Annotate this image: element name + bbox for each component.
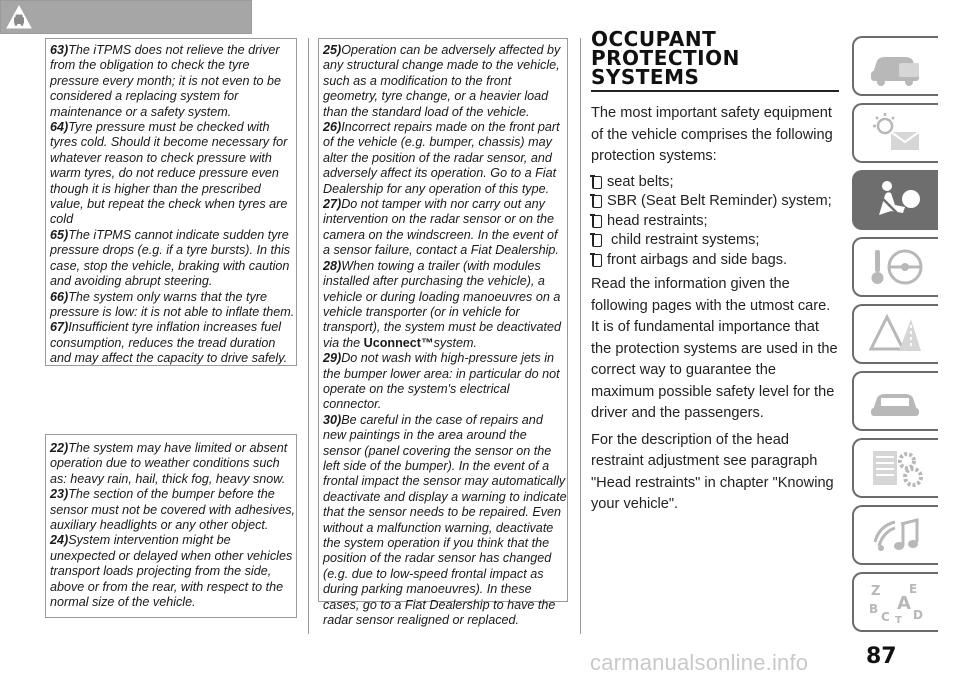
chapter-tab-knowing-vehicle[interactable] xyxy=(852,36,938,96)
note-text: Be careful in the case of repairs and new paintings in the area around the sensor (panel covering the sensor on the left side of the bumper). In the event of a frontal impact the sensor may automatically deactivate and display a warning to indicate that the sensor needs to be repaired. Even without a malfunction warning, deactivate the system operation if you think that the position of the radar sensor has changed (e.g. due to low-speed frontal impact as during parking manoeuvres). In these cases, go to a Fiat Dealership to have the radar sensor realigned or replaced. xyxy=(323,412,567,628)
heading-line-1: OCCUPANT xyxy=(591,27,717,51)
note-text: Do not wash with high-pressure jets in the bumper lower area: in particular do not operate on the system's electrical connector. xyxy=(323,351,560,412)
bullet-icon xyxy=(592,215,602,228)
chapter-tab-warning-lights[interactable] xyxy=(852,103,938,163)
section-heading xyxy=(591,27,839,89)
notes-box-top-left xyxy=(45,38,297,366)
note-item xyxy=(50,228,296,290)
chapter-tab-emergency[interactable] xyxy=(852,304,938,364)
road-warning-icon xyxy=(865,311,927,357)
car-dashboard-icon xyxy=(865,43,927,89)
note-number: 28) xyxy=(323,258,342,273)
important-header xyxy=(0,0,523,34)
airbag-seatbelt-icon xyxy=(865,177,927,223)
note-text: system. xyxy=(433,335,477,350)
column-divider-1 xyxy=(308,38,309,634)
note-text: Tyre pressure must be checked with tyres cold. Should it become necessary for whatever reason to check pressure with warm tyres, do not reduce pressure even though it is higher than the prescribed value, but repeat the check when tyres are cold xyxy=(50,120,288,227)
bullet-icon xyxy=(592,176,602,189)
note-item xyxy=(50,120,296,228)
note-text: Do not tamper with nor carry out any intervention on the radar sensor or on the camera on the windscreen. In the event of a sensor failure, contact a Fiat Dealership. xyxy=(323,197,559,258)
watermark: carmanualsonline.info xyxy=(590,650,809,675)
note-item xyxy=(50,441,296,487)
index-letter: A xyxy=(897,593,911,614)
key-steering-wheel-icon xyxy=(865,244,927,290)
note-number: 67) xyxy=(50,320,69,335)
note-text: Incorrect repairs made on the front part of the vehicle (e.g. bumper, chassis) may alter the position of the radar sensor, and adversely affect its operation. Go to a Fiat Dealership for any operation of this type. xyxy=(323,120,560,196)
intro-paragraph: The most important safety equipment of the vehicle comprises the following protection systems: xyxy=(591,105,833,164)
note-item xyxy=(50,290,296,321)
index-letter: T xyxy=(895,615,902,625)
index-letter: D xyxy=(913,608,923,622)
page-number: 87 xyxy=(866,644,897,669)
note-text: When towing a trailer (with modules installed after purchasing the vehicle), a vehicle or during loading manoeuvres on a vehicle transporter (or in vehicle for transport), the system must be deactivated via the xyxy=(323,258,561,350)
bullet-icon xyxy=(592,234,602,247)
paragraph-read-info: Read the information given the following pages with the utmost care. It is of fundamental importance that the protection systems are used in the correct way to guarantee the maximum possible safety level for the driver and the passengers. xyxy=(591,276,838,421)
heading-rule xyxy=(591,90,839,92)
bullet-icon xyxy=(592,195,602,208)
list-item: SBR (Seat Belt Reminder) system; xyxy=(591,192,839,212)
note-number: 30) xyxy=(323,412,342,427)
paragraph-head-restraint: For the description of the head restraint adjustment see paragraph "Head restraints" in chapter "Knowing your vehicle". xyxy=(591,431,834,512)
note-item xyxy=(50,320,296,366)
note-number: 27) xyxy=(323,197,342,212)
heading-line-2: PROTECTION xyxy=(591,46,740,70)
notes-box-bottom-left xyxy=(45,434,297,618)
list-item: head restraints; xyxy=(591,212,839,232)
note-number: 63) xyxy=(50,43,69,57)
occupant-protection-section xyxy=(591,27,839,521)
note-text: Operation can be adversely affected by any structural change made to the vehicle, such as a modification to the front geometry, tyre change, or a heavier load than the standard load of the vehicle. xyxy=(323,43,561,119)
note-item xyxy=(323,259,567,351)
chapter-sidebar xyxy=(852,36,938,639)
brand-name: Uconnect™ xyxy=(363,335,434,350)
note-item xyxy=(50,487,296,533)
protection-systems-list xyxy=(591,173,839,271)
note-text: Insufficient tyre inflation increases fuel consumption, reduces the tread duration and may affect the capacity to drive safely. xyxy=(50,320,288,366)
column-divider-2 xyxy=(580,38,581,634)
chapter-tab-index[interactable] xyxy=(852,572,938,632)
index-letters-icon xyxy=(865,579,927,625)
note-item xyxy=(323,197,567,259)
note-item xyxy=(323,351,567,413)
index-letter: B xyxy=(869,602,879,616)
note-item xyxy=(323,413,567,629)
chapter-tab-multimedia[interactable] xyxy=(852,505,938,565)
index-letter: C xyxy=(881,610,890,624)
list-item: child restraint systems; xyxy=(591,231,839,251)
note-item xyxy=(323,43,567,120)
note-number: 65) xyxy=(50,227,69,242)
chapter-tab-maintenance[interactable] xyxy=(852,438,938,498)
note-text: The iTPMS does not relieve the driver from the obligation to check the tyre pressure every month; it is not even to be considered a replacing system for maintenance or a safety system. xyxy=(50,43,282,119)
index-letter: E xyxy=(909,582,918,596)
note-text: The section of the bumper before the sensor must not be covered with adhesives, auxiliary headlights or any other object. xyxy=(50,487,296,533)
car-breakdown-icon xyxy=(865,378,927,424)
note-text: The iTPMS cannot indicate sudden tyre pressure drops (e.g. if a tyre bursts). In this case, stop the vehicle, braking with caution and avoiding abrupt steering. xyxy=(50,227,291,289)
warning-light-icon xyxy=(865,110,927,156)
note-item xyxy=(50,533,296,610)
note-number: 23) xyxy=(50,487,69,502)
note-number: 64) xyxy=(50,120,69,135)
heading-line-3: SYSTEMS xyxy=(591,65,700,89)
note-number: 24) xyxy=(50,533,69,548)
chapter-tab-starting-driving[interactable] xyxy=(852,237,938,297)
list-item: front airbags and side bags. xyxy=(591,251,839,271)
section-body xyxy=(591,103,839,516)
notes-box-middle xyxy=(318,38,568,628)
note-number: 22) xyxy=(50,441,69,455)
multimedia-icon xyxy=(865,512,927,558)
maintenance-gears-icon xyxy=(865,445,927,491)
important-title: IMPORTANT xyxy=(437,10,523,26)
note-text: System intervention might be unexpected or delayed when other vehicles transport loads projecting from the side, above or from the rear, with respect to the normal size of the vehicle. xyxy=(50,533,293,610)
index-letter: Z xyxy=(871,584,881,599)
note-item xyxy=(323,120,567,197)
note-number: 25) xyxy=(323,43,342,57)
note-number: 66) xyxy=(50,289,69,304)
note-text: The system may have limited or absent operation due to weather conditions such as: heavy rain, hail, thick fog, heavy snow. xyxy=(50,441,288,486)
note-number: 29) xyxy=(323,351,342,366)
note-text: The system only warns that the tyre pressure is low: it is not able to inflate them. xyxy=(50,289,295,319)
note-item xyxy=(50,43,296,120)
chapter-tab-safety[interactable] xyxy=(852,170,938,230)
bullet-icon xyxy=(592,254,602,267)
chapter-tab-breakdown[interactable] xyxy=(852,371,938,431)
list-item: seat belts; xyxy=(591,173,839,193)
note-number: 26) xyxy=(323,120,342,135)
